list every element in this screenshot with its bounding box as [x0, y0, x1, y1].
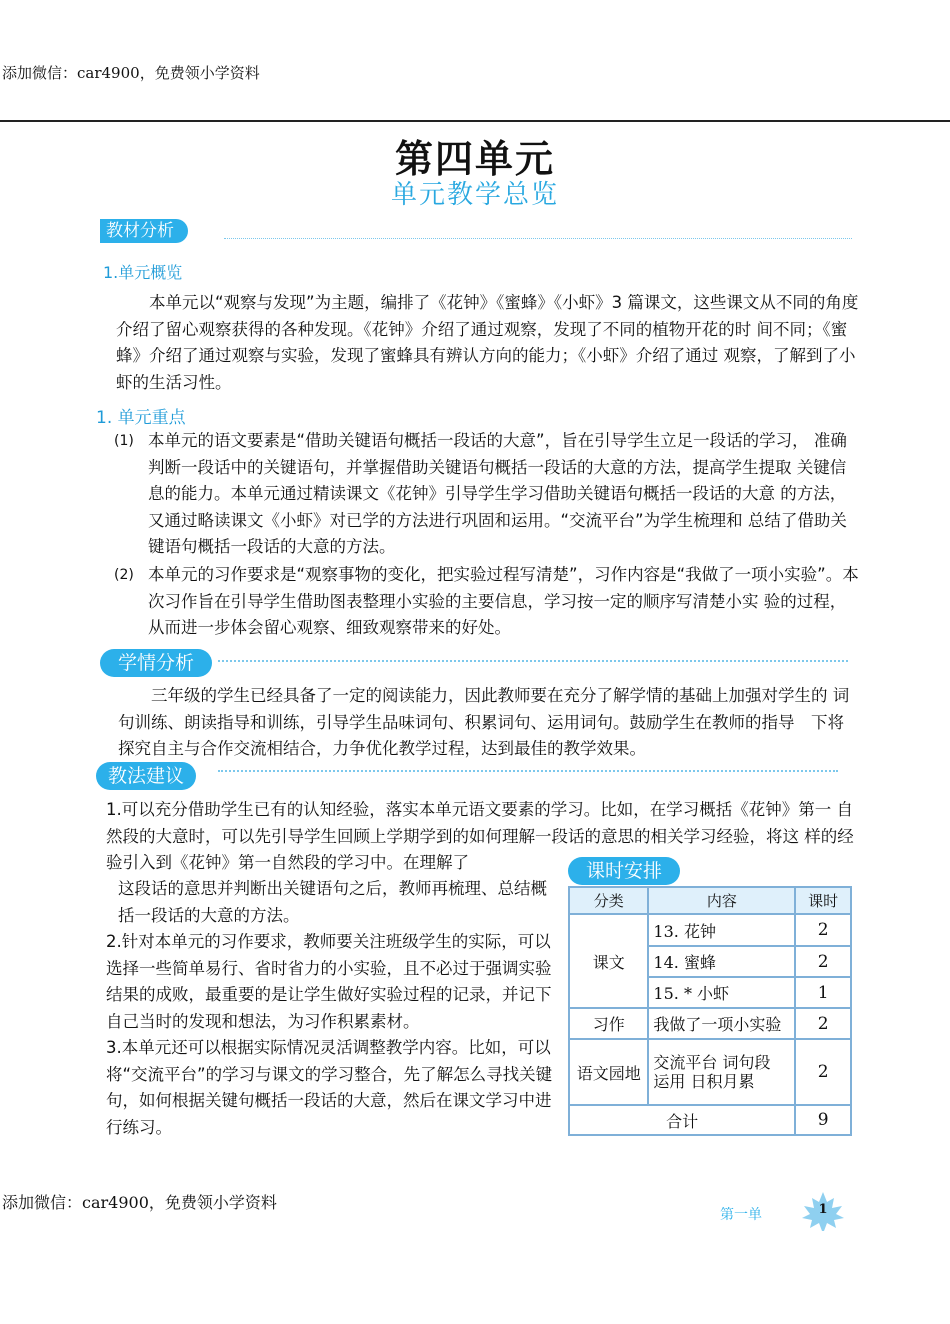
table-row	[569, 1008, 851, 1039]
page-number: 1	[818, 1202, 828, 1217]
garden-line-1: 交流平台 词句段	[653, 1053, 771, 1072]
watermark-top: 添加微信：car4900，免费领小学资料	[2, 64, 260, 82]
content-cell: 15. * 小虾	[648, 977, 795, 1008]
category-text: 课文	[569, 914, 648, 1008]
hours-cell: 2	[795, 946, 851, 977]
table-row	[569, 914, 851, 946]
focus-heading: 1. 单元重点	[96, 408, 186, 428]
overview-heading: 1.单元概览	[103, 263, 183, 282]
focus-item-1-number: (1)	[114, 433, 134, 449]
table-total-row	[569, 1105, 851, 1135]
hours-cell: 2	[795, 1008, 851, 1039]
content-cell	[648, 1039, 795, 1105]
header-category: 分类	[569, 887, 648, 914]
section-label-teaching-suggestions: 教法建议	[96, 762, 196, 790]
header-content: 内容	[648, 887, 795, 914]
teaching-item-1-top: 1.可以充分借助学生已有的认知经验，落实本单元语文要素的学习。比如，在学习概括《花钟》第一 自然段的大意时，可以先引导学生回顾上学期学到的如何理解一段话的意思的相关学习经验，将这 样的经验引入到《花钟》第一自然段的学习中。在理解了	[106, 800, 854, 872]
overview-text: 本单元以“观察与发现”为主题，编排了《花钟》《蜜蜂》《小虾》3 篇课文，这些课文从不同的角度介绍了留心观察获得的各种发现。《花钟》介绍了通过观察，发现了不同的植物开花的时 间不同；《蜜蜂》介绍了通过观察与实验，发现了蜜蜂具有辨认方向的能力；《小虾》介绍了通过 观察，了解到了小虾的生活习性。	[116, 293, 859, 392]
top-divider	[0, 120, 950, 122]
total-label: 合计	[569, 1105, 795, 1135]
focus-item-2-text: 本单元的习作要求是“观察事物的变化，把实验过程写清楚”，习作内容是“我做了一项小实验”。本次习作旨在引导学生借助图表整理小实验的主要信息，学习按一定的顺序写清楚小实 验的过程，从而进一步体会留心观察、细致观察带来的好处。	[148, 565, 859, 637]
hours-cell: 2	[795, 1039, 851, 1105]
learning-analysis-paragraph	[118, 683, 860, 763]
table-row	[569, 1039, 851, 1105]
learning-analysis-text: 三年级的学生已经具备了一定的阅读能力，因此教师要在充分了解学情的基础上加强对学生的 词句训练、朗读指导和训练，引导学生品味词句、积累词句、运用词句。鼓励学生在教师的指导 下将探究自主与合作交流相结合，力争优化教学过程，达到最佳的教学效果。	[118, 686, 850, 758]
total-hours: 9	[795, 1105, 851, 1135]
teaching-item-3: 3.本单元还可以根据实际情况灵活调整教学内容。比如，可以将“交流平台”的学习与课文的学习整合，先了解怎么寻找关键句，如何根据关键句概括一段话的大意，然后在课文学习中进行练习。	[106, 1038, 553, 1137]
teaching-item-2: 2.针对本单元的习作要求，教师要关注班级学生的实际，可以选择一些简单易行、省时省力的小实验，且不必过于强调实验结果的成败，最重要的是让学生做好实验过程的记录，并记下自己当时的发现和想法，为习作积累素材。	[106, 932, 552, 1031]
content-cell: 我做了一项小实验	[648, 1008, 795, 1039]
hours-cell: 2	[795, 914, 851, 946]
category-writing: 习作	[569, 1008, 648, 1039]
focus-item-2-number: (2)	[114, 567, 134, 583]
focus-item-1-text: 本单元的语文要素是“借助关键语句概括一段话的大意”，旨在引导学生立足一段话的学习， 准确判断一段话中的关键语句，并掌握借助关键语句概括一段话的大意的方法，提高学生提取 关键信息的能力。本单元通过精读课文《花钟》引导学生学习借助关键语句概括一段话的大意 的方法，又通过略读课文《小虾》对已学的方法进行巩固和运用。“交流平台”为学生梳理和 总结了借助关键语句概括一段话的大意的方法。	[148, 431, 847, 556]
section-label-learning-analysis: 学情分析	[100, 649, 212, 677]
section-label-textbook-analysis: 教材分析	[100, 219, 188, 243]
section-label-schedule: 课时安排	[568, 857, 680, 885]
maple-leaf-icon	[800, 1190, 846, 1232]
table-header-row	[569, 887, 851, 914]
teaching-item-1-rest: 这段话的意思并判断出关键语句之后，教师再梳理、总结概括一段话的大意的方法。	[118, 879, 547, 925]
unit-subtitle: 单元教学总览	[390, 180, 559, 210]
schedule-table	[568, 886, 852, 1136]
unit-title: 第四单元	[394, 137, 555, 181]
section-dotline	[218, 660, 848, 662]
footer-unit-label: 第一单	[720, 1207, 762, 1223]
overview-paragraph	[116, 290, 860, 396]
header-hours: 课时	[795, 887, 851, 914]
garden-line-2: 运用 日积月累	[653, 1072, 755, 1091]
hours-cell: 1	[795, 977, 851, 1008]
section-label-teaching-clip	[96, 762, 216, 787]
content-cell: 14. 蜜蜂	[648, 946, 795, 977]
content-cell: 13. 花钟	[648, 914, 795, 946]
category-garden: 语文园地	[569, 1039, 648, 1105]
section-dotline	[218, 770, 838, 772]
watermark-bottom: 添加微信：car4900，免费领小学资料	[2, 1193, 277, 1212]
section-dotline	[224, 238, 852, 239]
